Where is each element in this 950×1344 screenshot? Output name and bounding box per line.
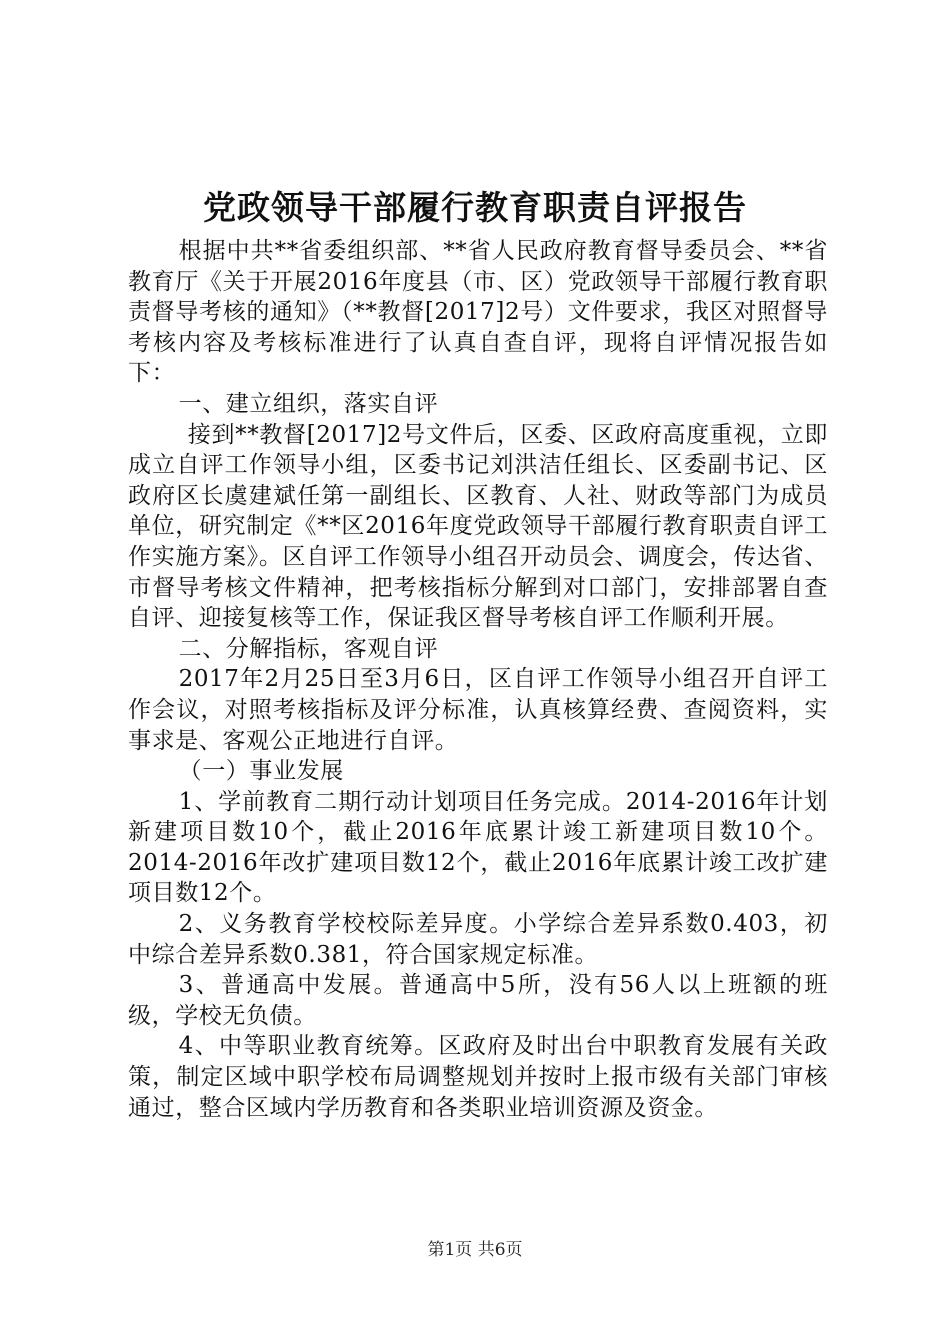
section-heading-2: 二、分解指标，客观自评 xyxy=(178,635,439,662)
document-title: 党政领导干部履行教育职责自评报告 xyxy=(203,188,747,227)
paragraph-item-2: 2、义务教育学校校际差异度。小学综合差异系数0.403，初中综合差异系数0.381，符合国家规定标准。 xyxy=(128,911,828,968)
paragraph-section-2: 2017年2月25日至3月6日，区自评工作领导小组召开自评工作会议，对照考核指标及评分标准，认真核算经费、查阅资料，实事求是、客观公正地进行自评。 xyxy=(128,666,828,754)
section-heading-1: 一、建立组织，落实自评 xyxy=(178,390,439,417)
paragraph-item-1: 1、学前教育二期行动计划项目任务完成。2014-2016年计划新建项目数10个，截止2016年底累计竣工新建项目数10个。2014-2016年改扩建项目数12个，截止2016年底累计竣工改扩建项目数12个。 xyxy=(128,788,828,907)
document-body xyxy=(128,236,828,1123)
paragraph-item-3: 3、普通高中发展。普通高中5所，没有56人以上班额的班级，学校无负债。 xyxy=(128,972,828,1029)
paragraph-intro: 根据中共**省委组织部、**省人民政府教育督导委员会、**省教育厅《关于开展2016年度县（市、区）党政领导干部履行教育职责督导考核的通知》（**教督[2017]2号）文件要求，我区对照督导考核内容及考核标准进行了认真自查自评，现将自评情况报告如下： xyxy=(128,238,828,387)
paragraph-section-1: 接到**教督[2017]2号文件后，区委、区政府高度重视，立即成立自评工作领导小组，区委书记刘洪洁任组长、区委副书记、区政府区长虞建斌任第一副组长、区教育、人社、财政等部门为成员单位，研究制定《**区2016年度党政领导干部履行教育职责自评工作实施方案》。区自评工作领导小组召开动员会、调度会，传达省、市督导考核文件精神，把考核指标分解到对口部门，安排部署自查自评、迎接复核等工作，保证我区督导考核自评工作顺利开展。 xyxy=(128,421,828,632)
paragraph-item-4: 4、中等职业教育统筹。区政府及时出台中职教育发展有关政策，制定区域中职学校布局调整规划并按时上报市级有关部门审核通过，整合区域内学历教育和各类职业培训资源及资金。 xyxy=(128,1033,828,1121)
page-number-footer: 第1页 共6页 xyxy=(427,1240,523,1260)
subsection-heading-1: （一）事业发展 xyxy=(178,758,344,785)
